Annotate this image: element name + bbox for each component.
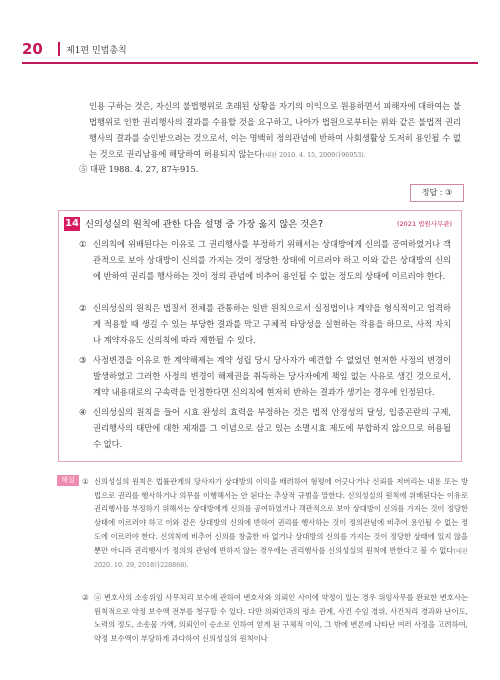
explanation-marker: ② [82,593,89,602]
answer-box: 정답 : ③ [410,184,464,202]
explanation-text: ⓐ 변호사의 소송위임 사무처리 보수에 관하여 변호사와 의뢰인 사이에 약정이 있는 경우 위임사무를 완료한 변호사는 원칙적으로 약정 보수액 전부를 청구할 수 있다. 다만 의뢰인과의 평소 관계, 사건 수임 경위, 사건처리 경과와 난이도, 노력의 정도, 소송물 가액, 의뢰인이 승소로 인하여 얻게 된 구체적 이익, 그 밖에 변론에 나타난 여러 사정을 고려하여, 약정 보수액이 부당하게 과다하여 신의성실의 원칙이나 [94,593,468,644]
option-marker: ④ [79,407,87,417]
option-marker: ② [79,303,87,313]
explanation-ref: (대판 2020. 10. 29, 2018다228868). [94,547,468,570]
page-number-divider [58,42,60,56]
explanation-tag: 해설 [57,475,79,486]
option-4 [79,404,451,452]
top-paragraph [89,98,461,164]
option-marker: ③ [79,355,87,365]
option-2 [79,300,451,348]
option-marker: ① [79,239,87,249]
option-text: 신의칙에 위배된다는 이유로 그 권리행사를 부정하기 위해서는 상대방에게 신의를 공여하였거나 객관적으로 보아 상대방이 신의를 가지는 것이 정당한 상태에 이르러야 하고 이와 같은 상대방의 신의에 반하여 권리를 행사하는 것이 정의 관념에 비추어 용인될 수 없는 정도의 상태에 이르러야 한다. [93,239,451,281]
item-5-text: 대판 1988. 4. 27, 87누915. [89,164,199,174]
option-text: 사정변경을 이유로 한 계약해제는 계약 성립 당시 당사자가 예견할 수 없었던 현저한 사정의 변경이 발생하였고 그러한 사정의 변경이 해제권을 취득하는 당사자에게 책임 없는 사유로 생긴 것으로서, 계약 내용대로의 구속력을 인정한다면 신의칙에 현저히 반하는 결과가 생기는 경우에 인정된다. [93,355,451,397]
header-rule [22,62,478,64]
chapter-title: 제1편 민법총칙 [66,46,127,56]
explanation-item-2 [82,591,468,646]
option-text: 신의성실의 원칙을 들어 시효 완성의 효력을 부정하는 것은 법적 안정성의 달성, 입증곤란의 구제, 권리행사의 태만에 대한 제재를 그 이념으로 삼고 있는 소멸시효 제도에 부합하지 않으므로 허용될 수 없다. [93,407,451,449]
explanation-marker: ① [82,477,89,486]
top-paragraph-text: 인용 구하는 것은, 자신의 불법행위로 초래된 상황을 자기의 이익으로 원용하면서 피해자에 대하여는 불법행위로 인한 권리행사의 결과를 수용할 것을 요구하고, 나아가 법원으로부터는 위와 같은 불법적 권리행사의 결과를 승인받으려는 것으로서, 이는 명백히 정의관념에 반하여 사회생활상 도저히 용인될 수 없는 것으로 권리남용에 해당하여 허용되지 않는다 [89,101,461,159]
option-text: 신의성실의 원칙은 법질서 전체를 관통하는 일반 원칙으로서 실정법이나 계약을 형식적이고 엄격하게 적용할 때 생길 수 있는 부당한 결과를 막고 구체적 타당성을 실현하는 작용을 하므로, 사적 자치나 계약자유도 신의칙에 따라 제한될 수 있다. [93,303,451,345]
question-number: 14 [65,218,79,229]
item-5 [79,161,198,177]
page-header [0,0,500,66]
explanation-item-1 [82,475,468,573]
top-paragraph-ref: (대판 2010. 4. 15, 2009다96953). [262,152,366,159]
option-1 [79,236,451,284]
explanation-text: 신의성실의 원칙은 법률관계의 당사자가 상대방의 이익을 배려하여 형평에 어긋나거나 신뢰를 저버리는 내용 또는 방법으로 권리를 행사하거나 의무를 이행해서는 안 된다는 추상적 규범을 말한다. 신의성실의 원칙에 위배된다는 이유로 권리행사를 부정하기 위해서는 상대방에게 신의를 공여하였거나 객관적으로 보아 상대방이 신의를 가지는 것이 정당한 상태에 이르러야 하고 이와 같은 상대방의 신의에 반하여 권리를 행사하는 것이 정의관념에 비추어 용인될 수 없는 정도에 이르러야 한다. 신의칙에 비추어 신의를 창출한 바 없거나 상대방의 신의를 가지는 것이 정당한 상태에 있지 않을 뿐만 아니라 권리행사가 정의의 관념에 반하지 않는 경우에는 권리행사를 신의성실의 원칙에 반한다고 볼 수 없다 [94,477,468,555]
option-3 [79,352,451,400]
item-5-marker: ⑤ [79,164,88,174]
question-text: 신의성실의 원칙에 관한 다음 설명 중 가장 옳지 않은 것은? [85,219,324,230]
question-source: (2021 법원사무관) [397,220,453,228]
page-number: 20 [22,40,43,58]
